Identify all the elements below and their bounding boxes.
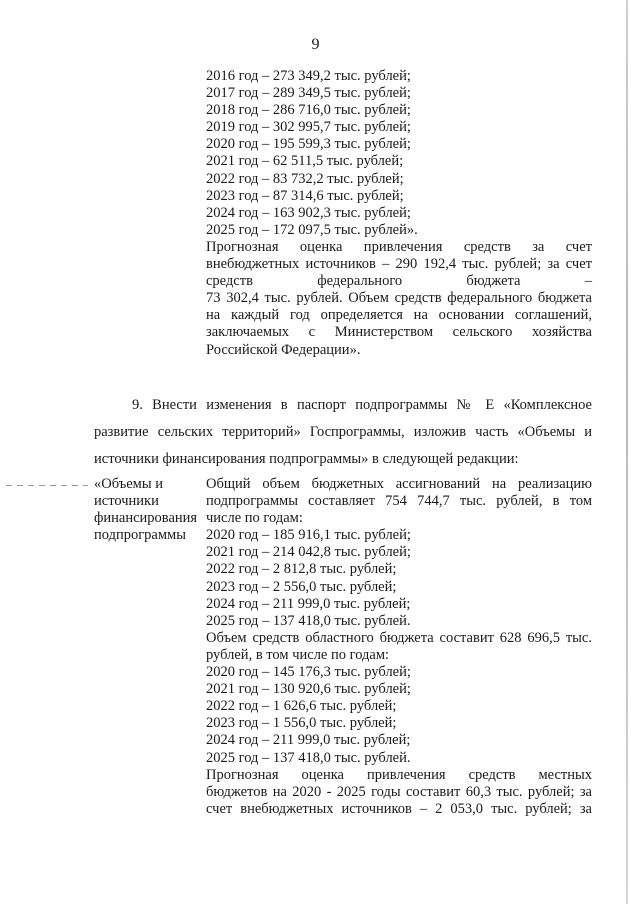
year-line: 2020 год – 145 176,3 тыс. рублей; — [206, 664, 411, 681]
forecast-line: на каждый год определяется на основании соглашений, — [206, 307, 592, 324]
year-line: 2018 год – 286 716,0 тыс. рублей; — [206, 102, 411, 119]
paragraph-line: развитие сельских территорий» Госпрограммы, изложив часть «Объемы и — [94, 424, 592, 440]
page-number: 9 — [311, 36, 320, 53]
year-line: 2023 год – 87 314,6 тыс. рублей; — [206, 187, 404, 204]
year-line: 2024 год – 211 999,0 тыс. рублей; — [206, 595, 411, 612]
year-line: 2020 год – 185 916,1 тыс. рублей; — [206, 527, 411, 544]
table-right-column — [206, 476, 592, 818]
forecast-line: Прогнозная оценка привлечения средств местных — [206, 766, 592, 783]
section-9-paragraph — [94, 392, 592, 473]
left-label-line: подпрограммы — [94, 527, 186, 544]
left-label-line: «Объемы и — [94, 476, 163, 492]
intro-line: Общий объем бюджетных ассигнований на реализацию — [206, 476, 592, 492]
year-line: 2016 год – 273 349,2 тыс. рублей; — [206, 68, 411, 84]
year-line: 2023 год – 1 556,0 тыс. рублей; — [206, 715, 397, 732]
regional-line: рублей, в том числе по годам: — [206, 646, 390, 663]
year-line: 2020 год – 195 599,3 тыс. рублей; — [206, 136, 411, 153]
previous-section-continuation — [206, 68, 592, 359]
year-line: 2021 год – 130 920,6 тыс. рублей; — [206, 681, 411, 698]
forecast-line: средств федерального бюджета – — [206, 273, 592, 290]
table-left-column — [94, 476, 202, 544]
year-line: 2022 год – 2 812,8 тыс. рублей; — [206, 561, 397, 578]
paragraph-line: источники финансирования подпрограммы» в следующей редакции: — [94, 451, 519, 467]
left-label-line: финансирования — [94, 510, 198, 527]
year-line: 2025 год – 172 097,5 тыс. рублей». — [206, 221, 418, 238]
year-line: 2019 год – 302 995,7 тыс. рублей; — [206, 119, 411, 136]
forecast-line: Прогнозная оценка привлечения средств за счет — [206, 238, 592, 255]
scan-edge-line — [626, 0, 628, 904]
forecast-line: внебюджетных источников – 290 192,4 тыс. рублей; за счет — [206, 256, 592, 273]
forecast-line: заключаемых с Министерством сельского хозяйства — [206, 324, 592, 341]
paragraph-line: 9. Внести изменения в паспорт подпрограммы № Е «Комплексное — [132, 397, 592, 413]
year-line: 2024 год – 211 999,0 тыс. рублей; — [206, 732, 411, 749]
year-line: 2022 год – 83 732,2 тыс. рублей; — [206, 170, 404, 187]
year-line: 2025 год – 137 418,0 тыс. рублей. — [206, 749, 411, 766]
margin-dash-mark — [6, 485, 88, 486]
year-line: 2021 год – 62 511,5 тыс. рублей; — [206, 153, 404, 170]
regional-line: Объем средств областного бюджета составит 628 696,5 тыс. — [206, 629, 592, 646]
year-line: 2021 год – 214 042,8 тыс. рублей; — [206, 544, 411, 561]
left-label-line: источники — [94, 493, 159, 510]
intro-line: числе по годам: — [206, 510, 303, 527]
forecast-line: бюджетов на 2020 - 2025 годы составит 60,3 тыс. рублей; за — [206, 783, 592, 800]
year-line: 2025 год – 137 418,0 тыс. рублей. — [206, 612, 411, 629]
year-line: 2024 год – 163 902,3 тыс. рублей; — [206, 204, 411, 221]
year-line: 2017 год – 289 349,5 тыс. рублей; — [206, 85, 411, 102]
forecast-line: Российской Федерации». — [206, 341, 361, 358]
forecast-line: счет внебюджетных источников – 2 053,0 тыс. рублей; за — [206, 800, 592, 817]
intro-line: подпрограммы составляет 754 744,7 тыс. рублей, в том — [206, 493, 592, 510]
year-line: 2023 год – 2 556,0 тыс. рублей; — [206, 578, 397, 595]
year-line: 2022 год – 1 626,6 тыс. рублей; — [206, 698, 397, 715]
forecast-line: 73 302,4 тыс. рублей. Объем средств федерального бюджета — [206, 290, 592, 307]
